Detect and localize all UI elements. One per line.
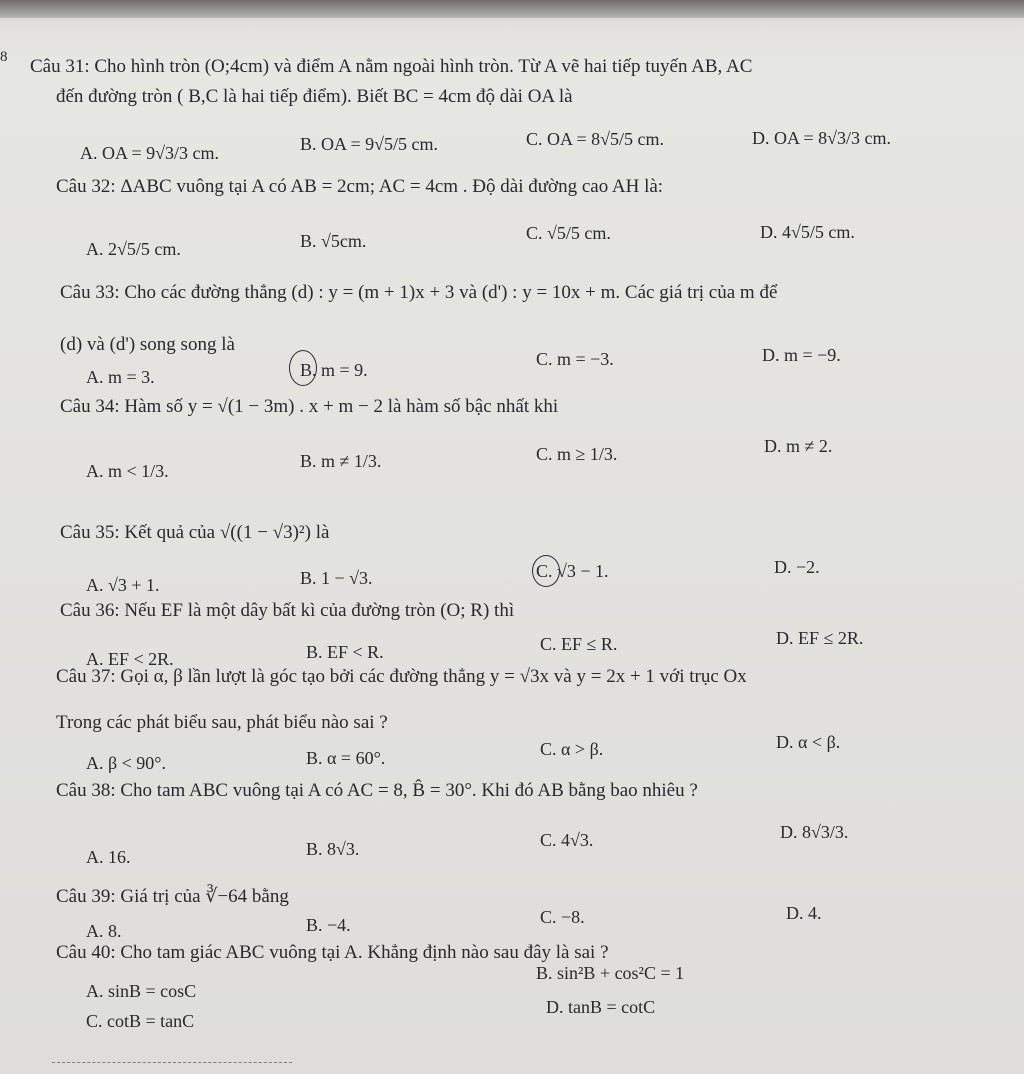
q34-option-c: C. m ≥ 1/3. <box>536 444 618 464</box>
answer-circle-q35 <box>532 555 560 587</box>
q35-option-d: D. −2. <box>774 557 820 577</box>
q33-option-c: C. m = −3. <box>536 349 614 369</box>
q34-option-d: D. m ≠ 2. <box>764 436 833 456</box>
q33-option-a: A. m = 3. <box>86 367 155 387</box>
margin-mark: 8 <box>0 49 8 65</box>
q31-stem-2: đến đường tròn ( B,C là hai tiếp điểm). Biết BC = 4cm độ dài OA là <box>56 86 573 107</box>
q33-option-b: B. m = 9. <box>300 360 368 380</box>
q37-option-d: D. α < β. <box>776 732 841 752</box>
q35-option-b: B. 1 − √3. <box>300 568 373 588</box>
q32-stem: Câu 32: ΔABC vuông tại A có AB = 2cm; AC = 4cm . Độ dài đường cao AH là: <box>56 176 664 197</box>
q39-stem: Câu 39: Giá trị của ∛−64 bằng <box>56 886 289 907</box>
q34-option-b: B. m ≠ 1/3. <box>300 451 382 471</box>
q32-option-b: B. √5cm. <box>300 231 367 251</box>
q38-option-d: D. 8√3/3. <box>780 822 849 842</box>
q37-stem-2: Trong các phát biểu sau, phát biểu nào sai ? <box>56 712 388 733</box>
q31-stem: Câu 31: Cho hình tròn (O;4cm) và điểm A nằm ngoài hình tròn. Từ A vẽ hai tiếp tuyến AB, AC <box>30 56 753 77</box>
q40-stem: Câu 40: Cho tam giác ABC vuông tại A. Khẳng định nào sau đây là sai ? <box>56 942 609 963</box>
q31-option-c: C. OA = 8√5/5 cm. <box>526 129 665 149</box>
q32-option-d: D. 4√5/5 cm. <box>760 222 855 242</box>
q40-option-d: D. tanB = cotC <box>546 997 656 1017</box>
q39-option-a: A. 8. <box>86 921 122 941</box>
q37-stem: Câu 37: Gọi α, β lần lượt là góc tạo bởi các đường thẳng y = √3x và y = 2x + 1 với trục Ox <box>56 666 747 687</box>
q37-option-a: A. β < 90°. <box>86 753 167 773</box>
q36-option-c: C. EF ≤ R. <box>540 634 618 654</box>
q33-stem: Câu 33: Cho các đường thẳng (d) : y = (m + 1)x + 3 và (d') : y = 10x + m. Các giá trị của m để <box>60 282 778 303</box>
q38-option-c: C. 4√3. <box>540 830 594 850</box>
q33-stem-2: (d) và (d') song song là <box>60 334 235 355</box>
q34-stem: Câu 34: Hàm số y = √(1 − 3m) . x + m − 2 là hàm số bậc nhất khi <box>60 396 559 417</box>
q31-option-b: B. OA = 9√5/5 cm. <box>300 134 439 154</box>
q36-option-b: B. EF < R. <box>306 642 384 662</box>
q35-option-a: A. √3 + 1. <box>86 575 160 595</box>
q40-option-c: C. cotB = tanC <box>86 1011 195 1031</box>
q31-option-a: A. OA = 9√3/3 cm. <box>80 143 220 163</box>
answer-circle-q33 <box>289 350 317 386</box>
q34-option-a: A. m < 1/3. <box>86 461 169 481</box>
q37-option-c: C. α > β. <box>540 739 604 759</box>
q31-option-d: D. OA = 8√3/3 cm. <box>752 128 892 148</box>
q37-option-b: B. α = 60°. <box>306 748 386 768</box>
q36-stem: Câu 36: Nếu EF là một dây bất kì của đường tròn (O; R) thì <box>60 600 515 621</box>
q40-option-b: B. sin²B + cos²C = 1 <box>536 963 685 983</box>
q36-option-a: A. EF < 2R. <box>86 649 174 669</box>
q39-option-c: C. −8. <box>540 907 585 927</box>
q33-option-d: D. m = −9. <box>762 345 841 365</box>
q35-stem: Câu 35: Kết quả của √((1 − √3)²) là <box>60 522 330 543</box>
bottom-dashed-line <box>52 1062 292 1063</box>
q32-option-a: A. 2√5/5 cm. <box>86 239 181 259</box>
q38-option-b: B. 8√3. <box>306 839 360 859</box>
q38-stem: Câu 38: Cho tam ABC vuông tại A có AC = 8, B̂ = 30°. Khi đó AB bằng bao nhiêu ? <box>56 780 698 801</box>
top-shadow-band <box>0 0 1024 18</box>
q38-option-a: A. 16. <box>86 847 131 867</box>
q36-option-d: D. EF ≤ 2R. <box>776 628 864 648</box>
q39-option-b: B. −4. <box>306 915 351 935</box>
q35-option-c: C. √3 − 1. <box>536 561 609 581</box>
q40-option-a: A. sinB = cosC <box>86 981 197 1001</box>
q32-option-c: C. √5/5 cm. <box>526 223 611 243</box>
q39-option-d: D. 4. <box>786 903 822 923</box>
